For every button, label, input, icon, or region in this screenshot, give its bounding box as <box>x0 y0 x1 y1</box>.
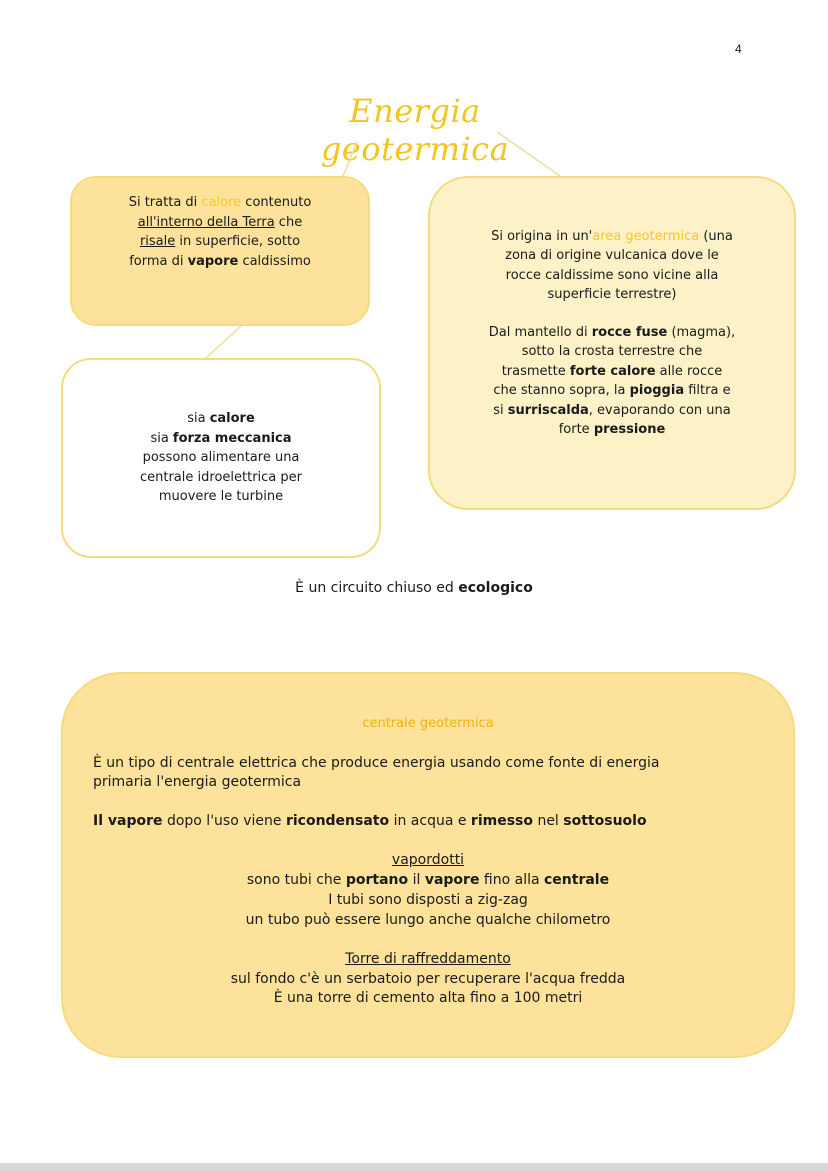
torre-line2: È una torre di cemento alta fino a 100 metri <box>273 990 583 1007</box>
connector-title-left <box>343 142 357 176</box>
connector-title-right <box>497 132 560 176</box>
centrale-box <box>61 672 795 1058</box>
page-title: Energia geotermica <box>320 92 510 168</box>
torre-title: Torre di raffreddamento <box>345 950 511 967</box>
origine-box: Si origina in un'area geotermica (una zona di origine vulcanica dove le rocce caldissime sono vicine alla superficie terrestre) Dal mantello di rocce fuse (magma), sotto la crosta terrestre che trasmette forte calore alle rocce che stanno sopra, la pioggia filtra e si surriscalda, evaporando con una forte pressione <box>428 176 796 510</box>
closing-statement: È un circuito chiuso ed ecologico <box>295 580 533 596</box>
page-bottom-edge <box>0 1163 828 1171</box>
torre-line1: sul fondo c'è un serbatoio per recuperare l'acqua fredda <box>230 970 626 987</box>
page-number: 4 <box>735 42 742 56</box>
centrale-title: centrale geotermica <box>362 716 494 731</box>
centrale-def-line2: primaria l'energia geotermica <box>93 774 302 791</box>
vapore-paragraph: Il vapore dopo l'uso viene ricondensato in acqua e rimesso nel sottosuolo <box>93 813 647 830</box>
vapordotti-line2: I tubi sono disposti a zig-zag <box>328 891 528 908</box>
vapordotti-line3: un tubo può essere lungo anche qualche chilometro <box>245 911 611 928</box>
calore-box: Si tratta di calore contenuto all'interno della Terra che risale in superficie, sotto forma di vapore caldissimo <box>70 176 370 326</box>
vapordotti-line1: sono tubi che portano il vapore fino alla centrale <box>246 872 610 888</box>
vapordotti-title: vapordotti <box>391 852 465 869</box>
centrale-def-line1: È un tipo di centrale elettrica che produce energia usando come fonte di energia <box>93 754 660 771</box>
forza-box: sia calore sia forza meccanica possono alimentare una centrale idroelettrica per muovere le turbine <box>61 358 381 558</box>
connector-box-left <box>206 326 241 358</box>
